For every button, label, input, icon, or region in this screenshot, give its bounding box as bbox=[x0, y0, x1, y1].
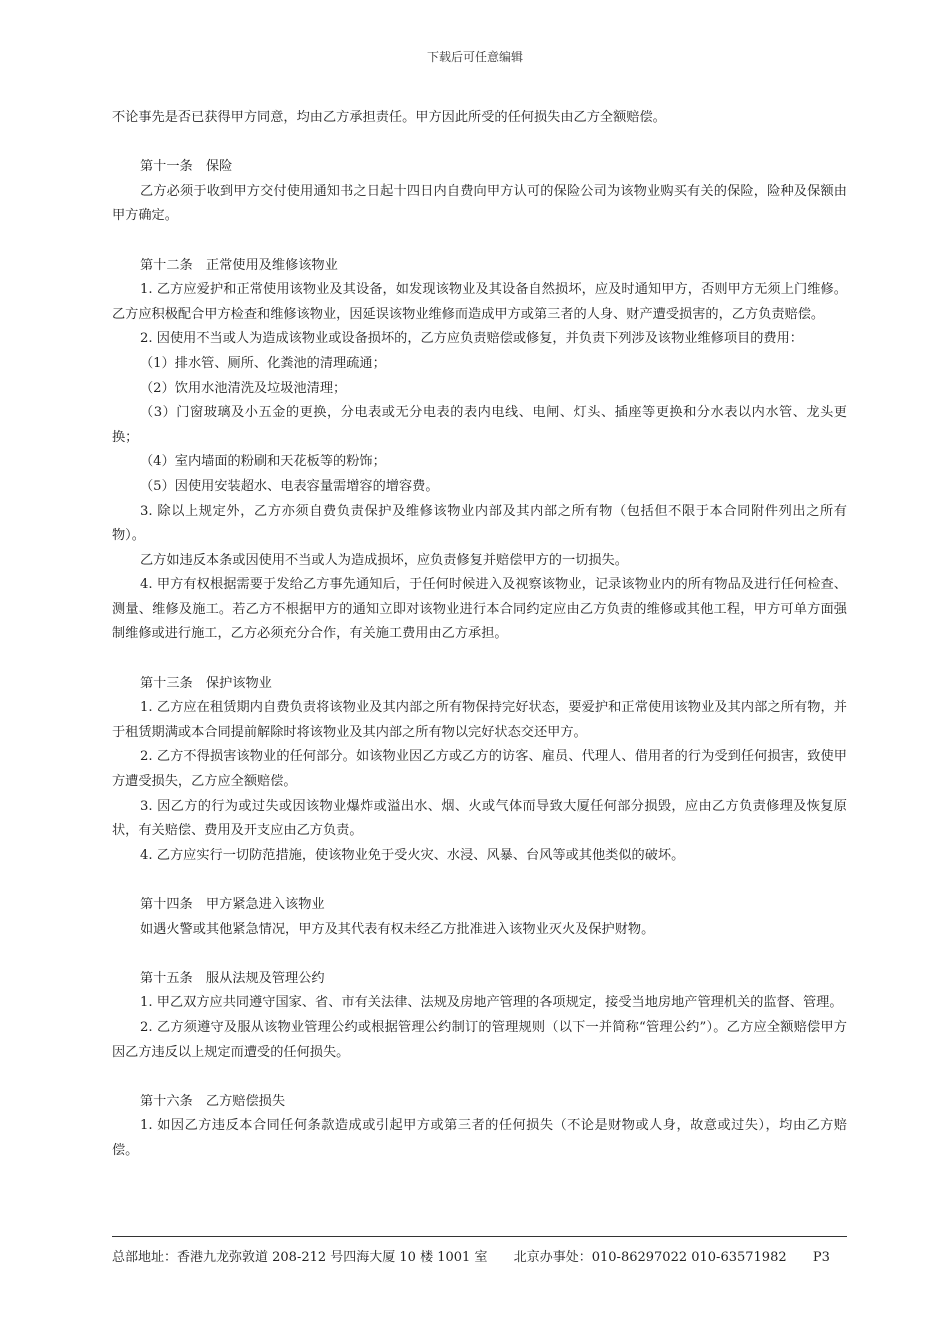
paragraph: 2. 因使用不当或人为造成该物业或设备损坏的，乙方应负责赔偿或修复，并负责下列涉及该物业维修项目的费用： bbox=[140, 331, 803, 347]
page-header: 下载后可任意编辑 bbox=[426, 50, 523, 64]
list-item: （4）室内墙面的粉刷和天花板等的粉饰； bbox=[140, 454, 386, 470]
section-title-14: 第十四条 甲方紧急进入该物业 bbox=[140, 897, 325, 912]
section-title-16: 第十六条 乙方赔偿损失 bbox=[140, 1093, 286, 1109]
paragraph: 1. 如因乙方违反本合同任何条款造成或引起甲方或第三者的任何损失（不论是财物或人身，故意或过失），均由乙方赔偿。 bbox=[112, 1118, 847, 1158]
page-number: P3 bbox=[812, 1250, 830, 1265]
paragraph: 如遇火警或其他紧急情况，甲方及其代表有权未经乙方批准进入该物业灭火及保护财物。 bbox=[140, 921, 655, 937]
section-title-12: 第十二条 正常使用及维修该物业 bbox=[140, 257, 338, 273]
paragraph: 3. 因乙方的行为或过失或因该物业爆炸或溢出水、烟、火或气体而导致大厦任何部分损毁，应由乙方负责修理及恢复原状，有关赔偿、费用及开支应由乙方负责。 bbox=[112, 798, 847, 839]
paragraph: 3. 除以上规定外，乙方亦须自费负责保护及维修该物业内部及其内部之所有物（包括但不限于本合同附件列出之所有物）。 bbox=[112, 503, 847, 544]
section-title-13: 第十三条 保护该物业 bbox=[140, 675, 272, 691]
page-footer bbox=[112, 1246, 847, 1265]
paragraph: 2. 乙方不得损害该物业的任何部分。如该物业因乙方或乙方的访客、雇员、代理人、借用者的行为受到任何损害，致使甲方遭受损失，乙方应全额赔偿。 bbox=[112, 749, 847, 790]
list-item: （1）排水管、厕所、化粪池的清理疏通； bbox=[140, 355, 386, 371]
list-item: （3）门窗玻璃及小五金的更换，分电表或无分电表的表内电线、电闸、灯头、插座等更换和分水表以内水管、龙头更换； bbox=[112, 405, 847, 445]
section-title-11: 第十一条 保险 bbox=[140, 159, 233, 175]
paragraph: 2. 乙方须遵守及服从该物业管理公约或根据管理公约制订的管理规则（以下一并简称“管理公约”）。乙方应全额赔偿甲方因乙方违反以上规定而遭受的任何损失。 bbox=[112, 1019, 847, 1060]
paragraph: 4. 乙方应实行一切防范措施，使该物业免于受火灾、水浸、风暴、台风等或其他类似的破坏。 bbox=[140, 847, 685, 863]
list-item: （5）因使用安装超水、电表容量需增容的增容费。 bbox=[140, 478, 439, 494]
paragraph: 乙方必须于收到甲方交付使用通知书之日起十四日内自费向甲方认可的保险公司为该物业购买有关的保险，险种及保额由甲方确定。 bbox=[112, 183, 847, 224]
paragraph: 乙方如违反本条或因使用不当或人为造成损坏，应负责修复并赔偿甲方的一切损失。 bbox=[140, 552, 628, 568]
footer-beijing-office: 北京办事处：010-86297022 010-63571982 bbox=[513, 1250, 787, 1265]
section-title-15: 第十五条 服从法规及管理公约 bbox=[140, 970, 325, 986]
paragraph: 1. 甲乙双方应共同遵守国家、省、市有关法律、法规及房地产管理的各项规定，接受当地房地产管理机关的监督、管理。 bbox=[140, 995, 843, 1011]
paragraph: 4. 甲方有权根据需要于发给乙方事先通知后，于任何时候进入及视察该物业，记录该物业内的所有物品及进行任何检查、测量、维修及施工。若乙方不根据甲方的通知立即对该物业进行本合同约定应由乙方负责的维修或其他工程，甲方可单方面强制维修或进行施工，乙方必须充分合作，有关施工费用由乙方承担。 bbox=[112, 577, 847, 642]
document-body bbox=[112, 106, 847, 1164]
footer-divider bbox=[112, 1236, 847, 1237]
paragraph: 1. 乙方应在租赁期内自费负责将该物业及其内部之所有物保持完好状态，要爱护和正常使用该物业及其内部之所有物，并于租赁期满或本合同提前解除时将该物业及其内部之所有物以完好状态交还甲方。 bbox=[112, 700, 847, 740]
paragraph: 不论事先是否已获得甲方同意，均由乙方承担责任。甲方因此所受的任何损失由乙方全额赔偿。 bbox=[112, 110, 666, 125]
footer-address: 总部地址：香港九龙弥敦道 208-212 号四海大厦 10 楼 1001 室 bbox=[112, 1250, 488, 1265]
paragraph: 1. 乙方应爱护和正常使用该物业及其设备，如发现该物业及其设备自然损坏，应及时通知甲方，否则甲方无须上门维修。乙方应积极配合甲方检查和维修该物业，因延误该物业维修而造成甲方或第三者的人身、财产遭受损害的，乙方负责赔偿。 bbox=[112, 282, 847, 322]
list-item: （2）饮用水池清洗及垃圾池清理； bbox=[140, 380, 347, 396]
